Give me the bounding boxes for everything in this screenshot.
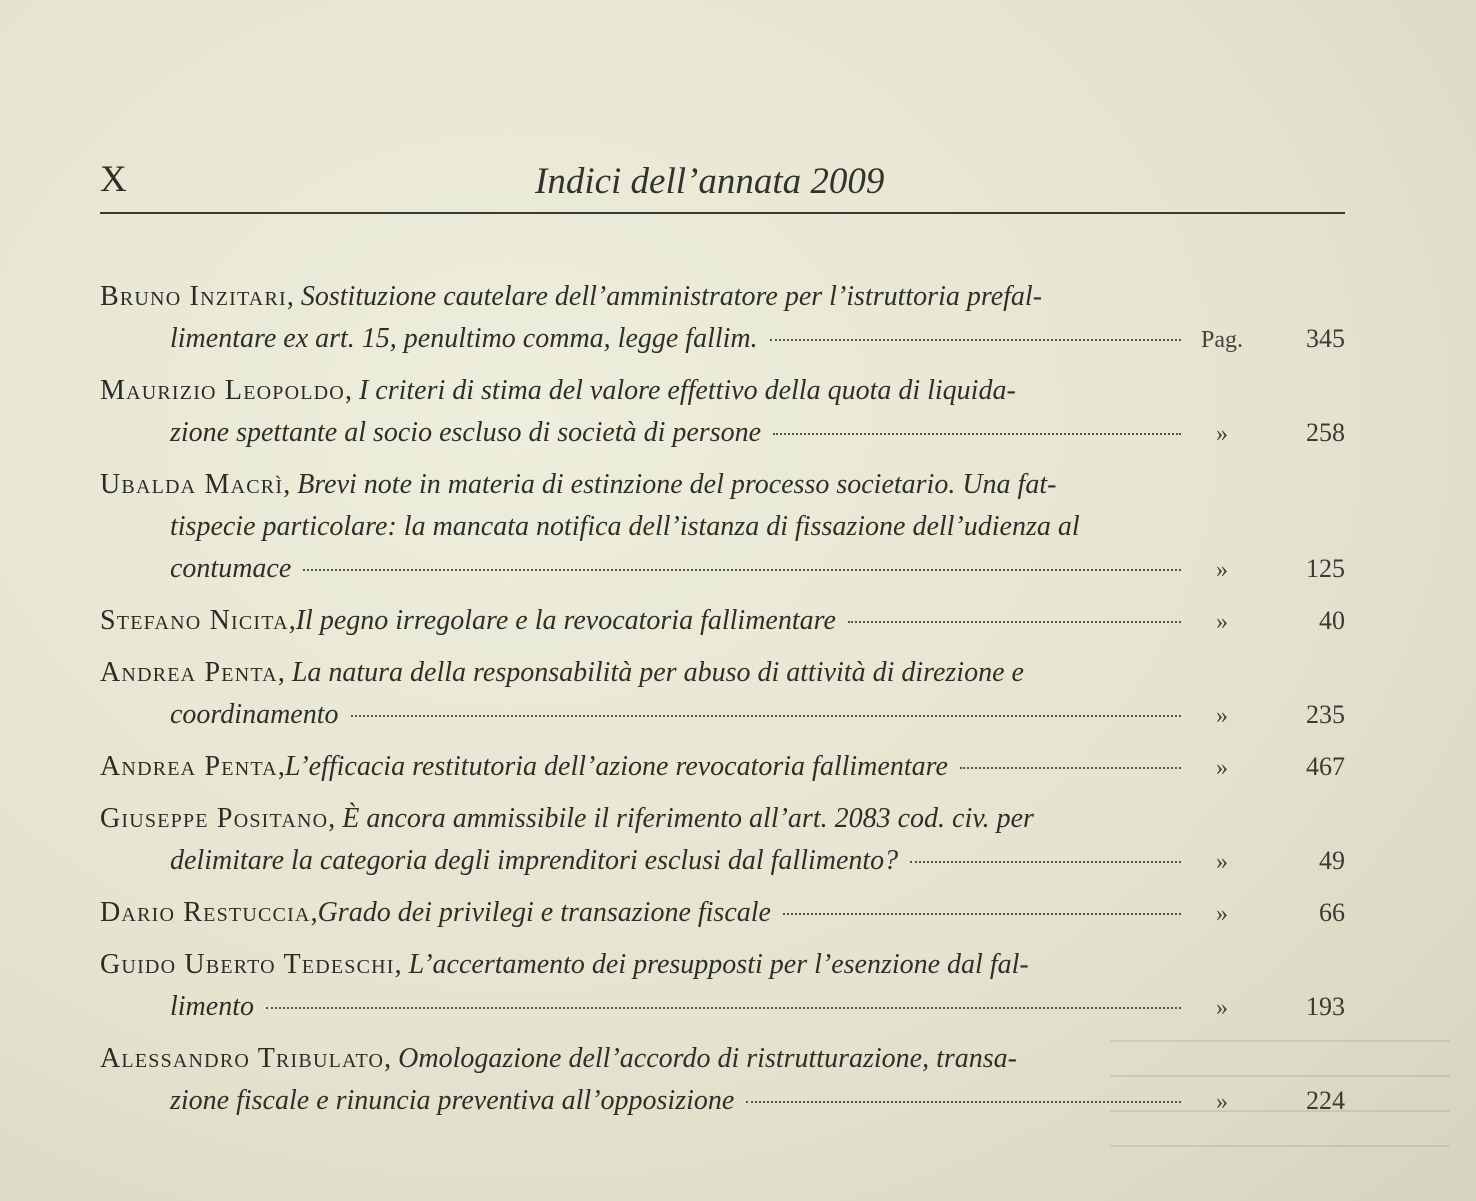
entry-page-number: 235: [1306, 700, 1345, 729]
entry-last-line: [100, 694, 1345, 736]
entry-title-line: I criteri di stima del valore effettivo della quota di liquida-: [358, 375, 1016, 406]
entry-last-line: [100, 318, 1345, 360]
page-reference-mark: »: [1216, 1089, 1228, 1115]
index-entry: [100, 746, 1345, 788]
page-reference-mark: »: [1216, 421, 1228, 447]
page-number: X: [100, 159, 127, 200]
entry-page-number: 193: [1306, 992, 1345, 1021]
entry-line: [100, 944, 1345, 986]
entry-author: Alessandro Tribulato: [100, 1043, 385, 1074]
entry-title-line: L’efficacia restitutoria dell’azione revocatoria fallimentare: [284, 751, 948, 782]
entry-author: Stefano Nicita: [100, 605, 289, 636]
author-separator: ,: [286, 281, 301, 312]
index-entry: [100, 798, 1345, 882]
entry-title-line: Il pegno irregolare e la revocatoria fallimentare: [295, 605, 836, 636]
entry-title-line: Omologazione dell’accordo di ristrutturazione, transa-: [398, 1043, 1017, 1074]
entry-author: Guido Uberto Tedeschi: [100, 949, 395, 980]
page-reference-mark: »: [1216, 609, 1228, 635]
author-separator: ,: [384, 1043, 399, 1074]
author-separator: ,: [283, 469, 298, 500]
running-title: Indici dell’annata 2009: [535, 161, 885, 202]
entry-line: [100, 276, 1345, 318]
author-separator: ,: [344, 375, 359, 406]
author-separator: ,: [394, 949, 409, 980]
index-entry: [100, 600, 1345, 642]
entry-title-line: L’accertamento dei presupposti per l’esenzione dal fal-: [408, 949, 1029, 980]
entry-last-line: [100, 746, 1345, 788]
page-reference-mark: Pag.: [1201, 327, 1243, 353]
entry-title-line: Grado dei privilegi e transazione fiscale: [317, 897, 771, 928]
entry-last-line: [100, 840, 1345, 882]
entry-last-line: [100, 548, 1345, 590]
entry-author: Maurizio Leopoldo: [100, 375, 345, 406]
entry-page-number: 467: [1306, 752, 1345, 781]
entry-last-line: [100, 412, 1345, 454]
dot-leader: [266, 1007, 1181, 1009]
entry-line: [100, 652, 1345, 694]
entry-title-line: limento: [170, 991, 254, 1022]
entry-last-line: [100, 600, 1345, 642]
entry-last-line: [100, 986, 1345, 1028]
entry-title-line: zione spettante al socio escluso di società di persone: [170, 417, 762, 448]
entry-line: [100, 370, 1345, 412]
entry-page-number: 224: [1306, 1086, 1345, 1115]
entry-line: [100, 1038, 1345, 1080]
dot-leader: [770, 339, 1181, 341]
entry-title-line: zione fiscale e rinuncia preventiva all’opposizione: [170, 1085, 735, 1116]
index-entries: [100, 276, 1345, 1122]
entry-page-number: 66: [1319, 898, 1345, 927]
entry-page-number: 49: [1319, 846, 1345, 875]
entry-line: [100, 464, 1345, 506]
entry-author: Ubalda Macrì: [100, 469, 284, 500]
entry-title-line: coordinamento: [170, 699, 339, 730]
dot-leader: [303, 569, 1181, 571]
index-entry: [100, 370, 1345, 454]
dot-leader: [960, 767, 1181, 769]
entry-author: Dario Restuccia: [100, 897, 311, 928]
page-reference-mark: »: [1216, 995, 1228, 1021]
entry-title-line: Brevi note in materia di estinzione del processo societario. Una fat-: [297, 469, 1057, 500]
entry-title-line: limentare ex art. 15, penultimo comma, legge fallim.: [170, 323, 758, 354]
author-separator: ,: [328, 803, 343, 834]
dot-leader: [848, 621, 1181, 623]
book-page: [100, 150, 1345, 1132]
entry-page-number: 345: [1306, 324, 1345, 353]
entry-page-number: 125: [1306, 554, 1345, 583]
author-separator: ,: [288, 605, 296, 636]
dot-leader: [746, 1101, 1181, 1103]
dot-leader: [783, 913, 1181, 915]
entry-page-number: 40: [1319, 606, 1345, 635]
author-separator: ,: [310, 897, 318, 928]
entry-last-line: [100, 892, 1345, 934]
entry-title-line: tispecie particolare: la mancata notifica dell’istanza di fissazione dell’udienza al: [170, 511, 1080, 542]
entry-last-line: [100, 1080, 1345, 1122]
entry-author: Giuseppe Positano: [100, 803, 329, 834]
page-reference-mark: »: [1216, 703, 1228, 729]
index-entry: [100, 464, 1345, 590]
author-separator: ,: [277, 657, 292, 688]
entry-title-line: Sostituzione cautelare dell’amministratore per l’istruttoria prefal-: [300, 281, 1043, 312]
dot-leader: [910, 861, 1181, 863]
page-reference-mark: »: [1216, 755, 1228, 781]
entry-author: Andrea Penta: [100, 657, 278, 688]
entry-page-number: 258: [1306, 418, 1345, 447]
dot-leader: [773, 433, 1181, 435]
index-entry: [100, 892, 1345, 934]
entry-title-line: È ancora ammissibile il riferimento all’art. 2083 cod. civ. per: [342, 803, 1034, 834]
page-reference-mark: »: [1216, 901, 1228, 927]
page-reference-mark: »: [1216, 557, 1228, 583]
author-separator: ,: [277, 751, 285, 782]
index-entry: [100, 652, 1345, 736]
index-entry: [100, 1038, 1345, 1122]
entry-author: Bruno Inzitari: [100, 281, 287, 312]
entry-title-line: La natura della responsabilità per abuso di attività di direzione e: [291, 657, 1024, 688]
entry-author: Andrea Penta: [100, 751, 278, 782]
entry-line: [100, 798, 1345, 840]
entry-line: [100, 506, 1345, 548]
entry-title-line: contumace: [170, 553, 292, 584]
index-entry: [100, 944, 1345, 1028]
index-entry: [100, 276, 1345, 360]
dot-leader: [351, 715, 1182, 717]
page-reference-mark: »: [1216, 849, 1228, 875]
entry-title-line: delimitare la categoria degli imprenditori esclusi dal fallimento?: [170, 845, 899, 876]
running-head: [100, 150, 1345, 214]
